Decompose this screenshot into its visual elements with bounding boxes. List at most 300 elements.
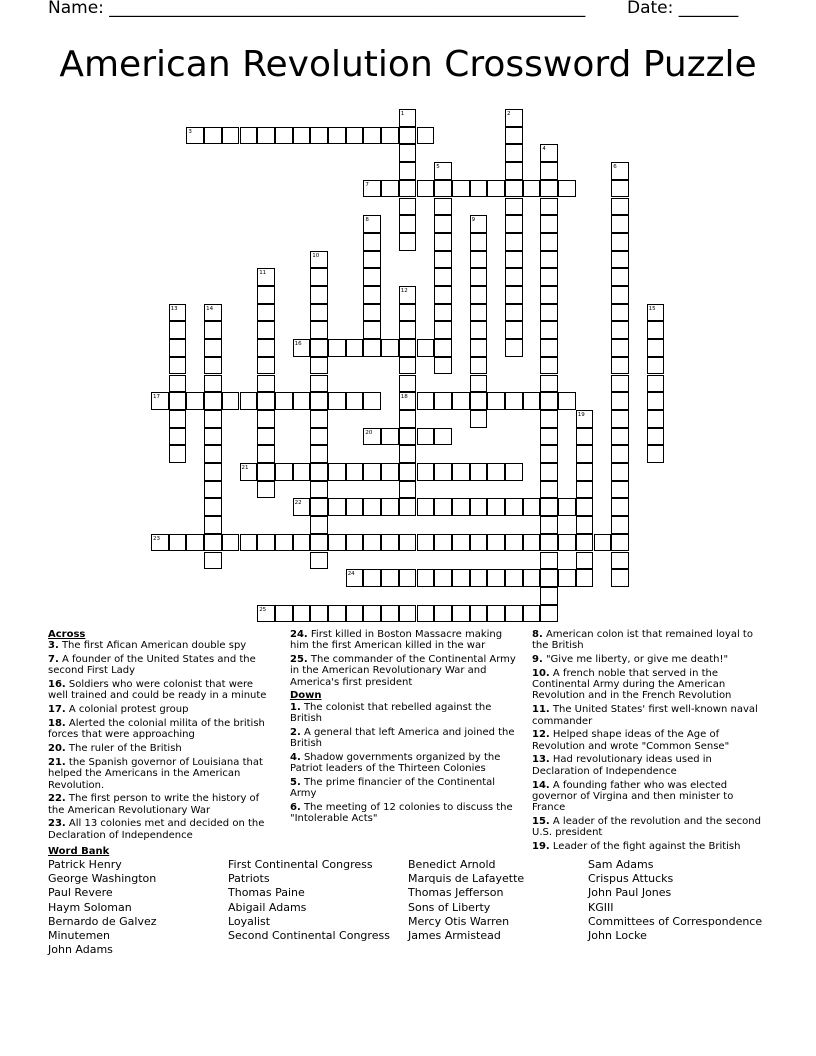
grid-cell[interactable] [257,392,275,410]
grid-cell[interactable] [434,198,452,216]
grid-cell[interactable] [540,463,558,481]
grid-cell[interactable] [505,605,523,623]
grid-cell[interactable] [399,144,417,162]
grid-cell[interactable] [647,428,665,446]
grid-cell[interactable] [611,392,629,410]
grid-cell[interactable] [470,534,488,552]
grid-cell[interactable] [647,339,665,357]
grid-cell[interactable] [169,428,187,446]
grid-cell[interactable] [257,357,275,375]
grid-cell[interactable] [611,321,629,339]
grid-cell[interactable] [346,569,364,587]
grid-cell[interactable] [310,392,328,410]
grid-cell[interactable] [399,463,417,481]
grid-cell[interactable] [452,180,470,198]
grid-cell[interactable] [399,286,417,304]
grid-cell[interactable] [540,481,558,499]
grid-cell[interactable] [434,463,452,481]
grid-cell[interactable] [310,357,328,375]
grid-cell[interactable] [399,233,417,251]
grid-cell[interactable] [310,268,328,286]
grid-cell[interactable] [470,321,488,339]
grid-cell[interactable] [293,534,311,552]
grid-cell[interactable] [505,286,523,304]
grid-cell[interactable] [505,109,523,127]
grid-cell[interactable] [470,215,488,233]
grid-cell[interactable] [611,498,629,516]
grid-cell[interactable] [363,321,381,339]
grid-cell[interactable] [523,498,541,516]
grid-cell[interactable] [452,392,470,410]
grid-cell[interactable] [540,304,558,322]
grid-cell[interactable] [293,463,311,481]
grid-cell[interactable] [611,339,629,357]
grid-cell[interactable] [417,498,435,516]
grid-cell[interactable] [293,127,311,145]
grid-cell[interactable] [611,375,629,393]
grid-cell[interactable] [470,286,488,304]
grid-cell[interactable] [328,127,346,145]
grid-cell[interactable] [647,445,665,463]
grid-cell[interactable] [346,498,364,516]
grid-cell[interactable] [257,127,275,145]
grid-cell[interactable] [399,605,417,623]
grid-cell[interactable] [434,605,452,623]
grid-cell[interactable] [381,569,399,587]
grid-cell[interactable] [505,198,523,216]
grid-cell[interactable] [240,127,258,145]
grid-cell[interactable] [399,304,417,322]
grid-cell[interactable] [576,481,594,499]
grid-cell[interactable] [204,516,222,534]
grid-cell[interactable] [363,127,381,145]
grid-cell[interactable] [647,392,665,410]
grid-cell[interactable] [346,339,364,357]
grid-cell[interactable] [540,569,558,587]
grid-cell[interactable] [363,304,381,322]
grid-cell[interactable] [434,428,452,446]
grid-cell[interactable] [611,180,629,198]
grid-cell[interactable] [257,428,275,446]
grid-cell[interactable] [434,569,452,587]
grid-cell[interactable] [328,392,346,410]
grid-cell[interactable] [310,552,328,570]
grid-cell[interactable] [399,428,417,446]
grid-cell[interactable] [399,410,417,428]
grid-cell[interactable] [363,534,381,552]
grid-cell[interactable] [310,516,328,534]
grid-cell[interactable] [505,215,523,233]
grid-cell[interactable] [186,127,204,145]
grid-cell[interactable] [576,569,594,587]
grid-cell[interactable] [470,233,488,251]
grid-cell[interactable] [505,534,523,552]
grid-cell[interactable] [558,534,576,552]
grid-cell[interactable] [647,357,665,375]
grid-cell[interactable] [505,498,523,516]
grid-cell[interactable] [363,233,381,251]
grid-cell[interactable] [417,569,435,587]
grid-cell[interactable] [399,392,417,410]
grid-cell[interactable] [204,127,222,145]
grid-cell[interactable] [204,428,222,446]
grid-cell[interactable] [540,392,558,410]
grid-cell[interactable] [204,552,222,570]
grid-cell[interactable] [540,410,558,428]
grid-cell[interactable] [186,392,204,410]
grid-cell[interactable] [310,445,328,463]
grid-cell[interactable] [611,215,629,233]
grid-cell[interactable] [558,569,576,587]
grid-cell[interactable] [540,498,558,516]
grid-cell[interactable] [558,392,576,410]
grid-cell[interactable] [399,375,417,393]
grid-cell[interactable] [222,392,240,410]
grid-cell[interactable] [434,180,452,198]
grid-cell[interactable] [417,180,435,198]
grid-cell[interactable] [505,162,523,180]
grid-cell[interactable] [647,304,665,322]
grid-cell[interactable] [363,428,381,446]
grid-cell[interactable] [576,552,594,570]
grid-cell[interactable] [417,534,435,552]
grid-cell[interactable] [204,392,222,410]
grid-cell[interactable] [540,233,558,251]
grid-cell[interactable] [523,392,541,410]
grid-cell[interactable] [310,428,328,446]
grid-cell[interactable] [204,339,222,357]
grid-cell[interactable] [310,534,328,552]
grid-cell[interactable] [328,498,346,516]
grid-cell[interactable] [222,127,240,145]
grid-cell[interactable] [611,286,629,304]
grid-cell[interactable] [576,445,594,463]
grid-cell[interactable] [611,251,629,269]
grid-cell[interactable] [204,410,222,428]
grid-cell[interactable] [257,534,275,552]
grid-cell[interactable] [399,534,417,552]
grid-cell[interactable] [293,498,311,516]
grid-cell[interactable] [505,233,523,251]
grid-cell[interactable] [328,534,346,552]
grid-cell[interactable] [417,392,435,410]
grid-cell[interactable] [505,339,523,357]
grid-cell[interactable] [204,357,222,375]
grid-cell[interactable] [470,569,488,587]
grid-cell[interactable] [275,127,293,145]
grid-cell[interactable] [363,180,381,198]
grid-cell[interactable] [540,162,558,180]
grid-cell[interactable] [363,268,381,286]
grid-cell[interactable] [293,392,311,410]
grid-cell[interactable] [470,268,488,286]
grid-cell[interactable] [434,268,452,286]
grid-cell[interactable] [470,180,488,198]
grid-cell[interactable] [540,251,558,269]
grid-cell[interactable] [275,534,293,552]
grid-cell[interactable] [540,321,558,339]
grid-cell[interactable] [540,445,558,463]
grid-cell[interactable] [540,268,558,286]
grid-cell[interactable] [204,304,222,322]
grid-cell[interactable] [434,286,452,304]
grid-cell[interactable] [505,144,523,162]
grid-cell[interactable] [240,392,258,410]
grid-cell[interactable] [647,375,665,393]
grid-cell[interactable] [381,180,399,198]
grid-cell[interactable] [222,534,240,552]
grid-cell[interactable] [452,605,470,623]
grid-cell[interactable] [487,180,505,198]
grid-cell[interactable] [310,339,328,357]
grid-cell[interactable] [576,463,594,481]
grid-cell[interactable] [452,534,470,552]
grid-cell[interactable] [417,463,435,481]
grid-cell[interactable] [310,498,328,516]
grid-cell[interactable] [399,109,417,127]
grid-cell[interactable] [540,339,558,357]
grid-cell[interactable] [240,534,258,552]
grid-cell[interactable] [363,251,381,269]
grid-cell[interactable] [505,569,523,587]
grid-cell[interactable] [611,304,629,322]
grid-cell[interactable] [611,552,629,570]
grid-cell[interactable] [470,357,488,375]
grid-cell[interactable] [487,534,505,552]
grid-cell[interactable] [434,304,452,322]
grid-cell[interactable] [257,445,275,463]
grid-cell[interactable] [399,215,417,233]
grid-cell[interactable] [505,321,523,339]
grid-cell[interactable] [540,552,558,570]
grid-cell[interactable] [611,357,629,375]
grid-cell[interactable] [505,251,523,269]
grid-cell[interactable] [204,534,222,552]
grid-cell[interactable] [505,463,523,481]
grid-cell[interactable] [169,339,187,357]
grid-cell[interactable] [169,357,187,375]
grid-cell[interactable] [363,286,381,304]
grid-cell[interactable] [611,428,629,446]
grid-cell[interactable] [363,569,381,587]
grid-cell[interactable] [257,304,275,322]
grid-cell[interactable] [399,198,417,216]
grid-cell[interactable] [452,463,470,481]
grid-cell[interactable] [611,463,629,481]
grid-cell[interactable] [399,339,417,357]
grid-cell[interactable] [328,463,346,481]
grid-cell[interactable] [505,304,523,322]
grid-cell[interactable] [540,144,558,162]
grid-cell[interactable] [363,605,381,623]
grid-cell[interactable] [452,498,470,516]
grid-cell[interactable] [434,392,452,410]
grid-cell[interactable] [257,605,275,623]
grid-cell[interactable] [186,534,204,552]
grid-cell[interactable] [381,339,399,357]
grid-cell[interactable] [434,498,452,516]
grid-cell[interactable] [257,463,275,481]
grid-cell[interactable] [257,268,275,286]
grid-cell[interactable] [470,304,488,322]
grid-cell[interactable] [470,410,488,428]
grid-cell[interactable] [363,463,381,481]
grid-cell[interactable] [523,180,541,198]
grid-cell[interactable] [381,428,399,446]
grid-cell[interactable] [310,375,328,393]
grid-cell[interactable] [257,375,275,393]
grid-cell[interactable] [204,498,222,516]
grid-cell[interactable] [434,233,452,251]
grid-cell[interactable] [434,339,452,357]
grid-cell[interactable] [381,463,399,481]
grid-cell[interactable] [487,569,505,587]
grid-cell[interactable] [576,516,594,534]
grid-cell[interactable] [310,251,328,269]
grid-cell[interactable] [505,180,523,198]
grid-cell[interactable] [434,321,452,339]
grid-cell[interactable] [310,304,328,322]
grid-cell[interactable] [381,127,399,145]
grid-cell[interactable] [470,498,488,516]
grid-cell[interactable] [257,321,275,339]
grid-cell[interactable] [611,516,629,534]
grid-cell[interactable] [399,498,417,516]
grid-cell[interactable] [346,605,364,623]
grid-cell[interactable] [204,321,222,339]
grid-cell[interactable] [346,534,364,552]
grid-cell[interactable] [558,180,576,198]
grid-cell[interactable] [399,127,417,145]
grid-cell[interactable] [505,392,523,410]
grid-cell[interactable] [540,534,558,552]
grid-cell[interactable] [470,605,488,623]
grid-cell[interactable] [611,445,629,463]
grid-cell[interactable] [540,215,558,233]
grid-cell[interactable] [647,321,665,339]
grid-cell[interactable] [470,251,488,269]
grid-cell[interactable] [275,605,293,623]
grid-cell[interactable] [470,339,488,357]
grid-cell[interactable] [151,392,169,410]
grid-cell[interactable] [611,268,629,286]
grid-cell[interactable] [399,357,417,375]
grid-cell[interactable] [240,463,258,481]
grid-cell[interactable] [540,375,558,393]
grid-cell[interactable] [487,463,505,481]
grid-cell[interactable] [647,410,665,428]
grid-cell[interactable] [293,605,311,623]
grid-cell[interactable] [169,392,187,410]
grid-cell[interactable] [434,162,452,180]
grid-cell[interactable] [363,498,381,516]
grid-cell[interactable] [523,534,541,552]
grid-cell[interactable] [505,127,523,145]
grid-cell[interactable] [275,392,293,410]
grid-cell[interactable] [434,357,452,375]
grid-cell[interactable] [275,463,293,481]
grid-cell[interactable] [434,215,452,233]
grid-cell[interactable] [417,605,435,623]
grid-cell[interactable] [204,445,222,463]
grid-cell[interactable] [558,498,576,516]
grid-cell[interactable] [434,534,452,552]
grid-cell[interactable] [257,286,275,304]
grid-cell[interactable] [417,339,435,357]
grid-cell[interactable] [611,162,629,180]
grid-cell[interactable] [611,233,629,251]
grid-cell[interactable] [169,445,187,463]
grid-cell[interactable] [540,198,558,216]
grid-cell[interactable] [204,463,222,481]
grid-cell[interactable] [169,375,187,393]
grid-cell[interactable] [540,357,558,375]
grid-cell[interactable] [505,268,523,286]
grid-cell[interactable] [346,463,364,481]
grid-cell[interactable] [293,339,311,357]
grid-cell[interactable] [399,569,417,587]
grid-cell[interactable] [576,410,594,428]
grid-cell[interactable] [540,180,558,198]
grid-cell[interactable] [470,375,488,393]
grid-cell[interactable] [523,605,541,623]
grid-cell[interactable] [399,162,417,180]
grid-cell[interactable] [310,286,328,304]
grid-cell[interactable] [169,410,187,428]
grid-cell[interactable] [399,445,417,463]
grid-cell[interactable] [540,605,558,623]
grid-cell[interactable] [540,286,558,304]
grid-cell[interactable] [470,392,488,410]
grid-cell[interactable] [257,410,275,428]
grid-cell[interactable] [363,339,381,357]
grid-cell[interactable] [576,498,594,516]
grid-cell[interactable] [417,127,435,145]
grid-cell[interactable] [328,339,346,357]
grid-cell[interactable] [576,534,594,552]
grid-cell[interactable] [417,428,435,446]
grid-cell[interactable] [310,463,328,481]
grid-cell[interactable] [399,321,417,339]
grid-cell[interactable] [611,198,629,216]
grid-cell[interactable] [169,534,187,552]
grid-cell[interactable] [310,321,328,339]
grid-cell[interactable] [611,410,629,428]
grid-cell[interactable] [169,304,187,322]
grid-cell[interactable] [576,428,594,446]
grid-cell[interactable] [452,569,470,587]
grid-cell[interactable] [310,481,328,499]
grid-cell[interactable] [611,534,629,552]
grid-cell[interactable] [363,215,381,233]
grid-cell[interactable] [381,498,399,516]
grid-cell[interactable] [310,127,328,145]
grid-cell[interactable] [470,463,488,481]
grid-cell[interactable] [399,481,417,499]
grid-cell[interactable] [611,569,629,587]
grid-cell[interactable] [363,392,381,410]
grid-cell[interactable] [540,587,558,605]
grid-cell[interactable] [310,605,328,623]
grid-cell[interactable] [434,251,452,269]
grid-cell[interactable] [381,605,399,623]
grid-cell[interactable] [204,375,222,393]
grid-cell[interactable] [399,180,417,198]
grid-cell[interactable] [594,534,612,552]
grid-cell[interactable] [310,410,328,428]
grid-cell[interactable] [346,392,364,410]
grid-cell[interactable] [257,481,275,499]
